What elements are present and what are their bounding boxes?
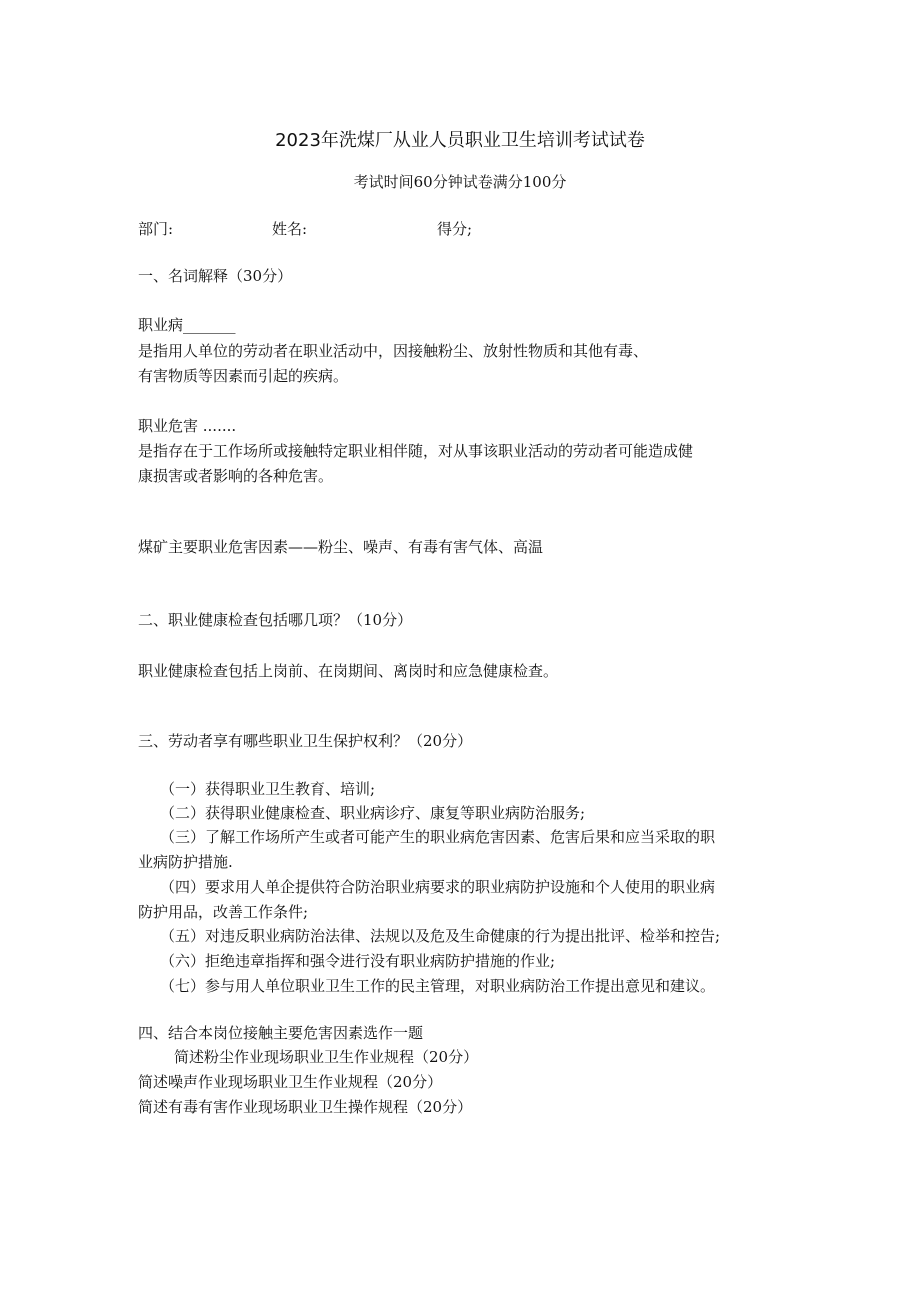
term-occupational-disease: 职业病_______ — [138, 316, 236, 334]
section2-answer: 职业健康检查包括上岗前、在岗期间、离岗时和应急健康检查。 — [138, 662, 559, 680]
right-item-4-line-2: 防护用品，改善工作条件; — [138, 903, 309, 921]
hazard-factors: 煤矿主要职业危害因素——粉尘、噪声、有毒有害气体、高温 — [138, 538, 544, 556]
score-label: 得分; — [437, 220, 473, 238]
definition-1-line-2: 有害物质等因素而引起的疾病。 — [138, 367, 349, 385]
right-item-2: （二）获得职业健康检查、职业病诊疗、康复等职业病防治服务; — [160, 804, 586, 822]
right-item-7: （七）参与用人单位职业卫生工作的民主管理，对职业病防治工作提出意见和建议。 — [160, 977, 716, 995]
section3-heading: 三、劳动者享有哪些职业卫生保护权利？（20分） — [138, 732, 473, 750]
term-occupational-hazard: 职业危害 ....... — [138, 417, 237, 435]
section1-heading: 一、名词解释（30分） — [138, 267, 293, 285]
right-item-1: （一）获得职业卫生教育、培训; — [160, 780, 376, 798]
right-item-6: （六）拒绝违章指挥和强令进行没有职业病防护措施的作业; — [160, 952, 556, 970]
option-dust: 简述粉尘作业现场职业卫生作业规程（20分） — [174, 1048, 479, 1066]
exam-title: 2023年洗煤厂从业人员职业卫生培训考试试卷 — [275, 130, 645, 151]
option-noise: 简述噪声作业现场职业卫生作业规程（20分） — [138, 1073, 443, 1091]
exam-subtitle: 考试时间60分钟试卷满分100分 — [353, 173, 567, 191]
right-item-4-line-1: （四）要求用人单企提供符合防治职业病要求的职业病防护设施和个人使用的职业病 — [160, 878, 716, 896]
definition-1-line-1: 是指用人单位的劳动者在职业活动中，因接触粉尘、放射性物质和其他有毒、 — [138, 342, 649, 360]
section2-heading: 二、职业健康检查包括哪几项？（10分） — [138, 611, 413, 629]
name-label: 姓名: — [272, 220, 308, 238]
option-toxic: 简述有毒有害作业现场职业卫生操作规程（20分） — [138, 1098, 473, 1116]
right-item-3-line-1: （三）了解工作场所产生或者可能产生的职业病危害因素、危害后果和应当采取的职 — [160, 828, 716, 846]
right-item-5: （五）对违反职业病防治法律、法规以及危及生命健康的行为提出批评、检举和控告; — [160, 927, 721, 945]
definition-2-line-1: 是指存在于工作场所或接触特定职业相伴随，对从事该职业活动的劳动者可能造成健 — [138, 442, 694, 460]
department-label: 部门: — [138, 220, 174, 238]
right-item-3-line-2: 业病防护措施. — [138, 853, 233, 871]
definition-2-line-2: 康损害或者影响的各种危害。 — [138, 467, 334, 485]
section4-heading: 四、结合本岗位接触主要危害因素选作一题 — [138, 1024, 424, 1042]
